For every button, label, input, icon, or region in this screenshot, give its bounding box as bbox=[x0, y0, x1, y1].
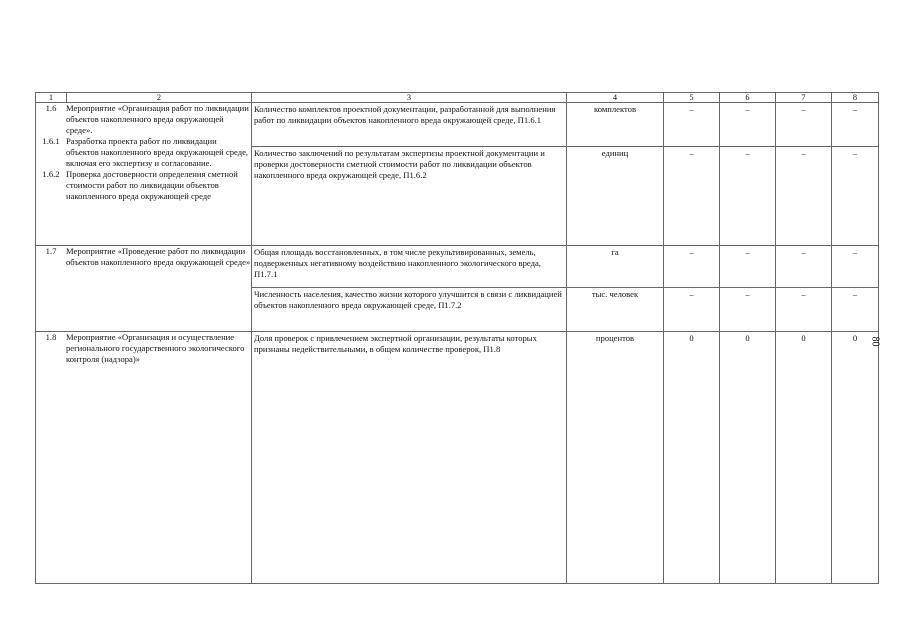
value-cell: – bbox=[664, 103, 720, 147]
header-row bbox=[36, 93, 879, 103]
activity-number: 1.7 bbox=[45, 246, 57, 256]
activity-line bbox=[36, 332, 251, 365]
activity-cell bbox=[36, 103, 252, 246]
value-cell: – bbox=[776, 147, 832, 246]
column-header: 6 bbox=[720, 93, 776, 103]
column-header: 4 bbox=[567, 93, 664, 103]
activity-text: Разработка проекта работ по ликвидации объектов накопленного вреда окружающей среде, включая его экспертизу и согласование. bbox=[66, 136, 249, 168]
unit-cell: комплектов bbox=[567, 103, 664, 147]
table-row bbox=[36, 103, 879, 147]
column-header: 8 bbox=[832, 93, 879, 103]
value-cell: – bbox=[776, 246, 832, 288]
activity-text: Проверка достоверности определения сметной стоимости работ по ликвидации объектов накопленного вреда окружающей среде bbox=[66, 169, 238, 201]
activity-text: Мероприятие «Организация работ по ликвидации объектов накопленного вреда окружающей среде». bbox=[66, 103, 249, 135]
indicator-text: Количество заключений по результатам экспертизы проектной документации и проверки достоверности сметной стоимости работ по ликвидации объектов накопленного вреда окружающей среде, П1.6.2 bbox=[252, 147, 567, 246]
indicator-text: Общая площадь восстановленных, в том числе рекультивированных, земель, подверженных негативному воздействию накопленного экологического вреда, П1.7.1 bbox=[252, 246, 567, 288]
indicators-table bbox=[35, 92, 879, 584]
activity-cell bbox=[36, 332, 252, 584]
table-row bbox=[36, 246, 879, 288]
column-header: 3 bbox=[252, 93, 567, 103]
value-cell: – bbox=[832, 246, 879, 288]
indicator-text: Численность населения, качество жизни которого улучшится в связи с ликвидацией объектов накопленного вреда окружающей среде, П1.7.2 bbox=[252, 288, 567, 332]
indicator-text: Количество комплектов проектной документации, разработанной для выполнения работ по ликвидации объектов накопленного вреда окружающей среде, П1.6.1 bbox=[252, 103, 567, 147]
value-cell: – bbox=[720, 288, 776, 332]
column-header: 1 bbox=[36, 93, 67, 103]
value-cell: – bbox=[664, 147, 720, 246]
column-header: 2 bbox=[67, 93, 252, 103]
activity-number: 1.6.1 bbox=[42, 136, 60, 146]
indicator-text: Доля проверок с привлечением экспертной организации, результаты которых признаны недействительными, в общем количестве проверок, П1.8 bbox=[252, 332, 567, 584]
unit-cell: тыс. человек bbox=[567, 288, 664, 332]
unit-cell: процентов bbox=[567, 332, 664, 584]
value-cell: – bbox=[832, 103, 879, 147]
activity-line bbox=[36, 103, 251, 136]
value-cell: – bbox=[832, 288, 879, 332]
value-cell: 0 bbox=[664, 332, 720, 584]
unit-cell: га bbox=[567, 246, 664, 288]
page-number: 80 bbox=[869, 336, 881, 347]
value-cell: – bbox=[664, 288, 720, 332]
value-cell: – bbox=[720, 103, 776, 147]
activity-line bbox=[36, 169, 251, 202]
activity-text: Мероприятие «Проведение работ по ликвидации объектов накопленного вреда окружающей среде» bbox=[66, 246, 251, 267]
value-cell: – bbox=[720, 147, 776, 246]
activity-text: Мероприятие «Организация и осуществление регионального государственного экологического контроля (надзора)» bbox=[66, 332, 245, 364]
value-cell: – bbox=[832, 147, 879, 246]
value-cell: 0 bbox=[776, 332, 832, 584]
activity-line bbox=[36, 136, 251, 169]
activity-number: 1.6 bbox=[45, 103, 57, 113]
value-cell: 0 bbox=[832, 332, 879, 584]
activity-line bbox=[36, 246, 251, 268]
value-cell: 0 bbox=[720, 332, 776, 584]
table-row bbox=[36, 332, 879, 584]
value-cell: – bbox=[664, 246, 720, 288]
unit-cell: единиц bbox=[567, 147, 664, 246]
value-cell: – bbox=[720, 246, 776, 288]
activity-cell bbox=[36, 246, 252, 332]
activity-number: 1.6.2 bbox=[42, 169, 60, 179]
column-header: 5 bbox=[664, 93, 720, 103]
value-cell: – bbox=[776, 288, 832, 332]
activity-number: 1.8 bbox=[45, 332, 57, 342]
value-cell: – bbox=[776, 103, 832, 147]
column-header: 7 bbox=[776, 93, 832, 103]
